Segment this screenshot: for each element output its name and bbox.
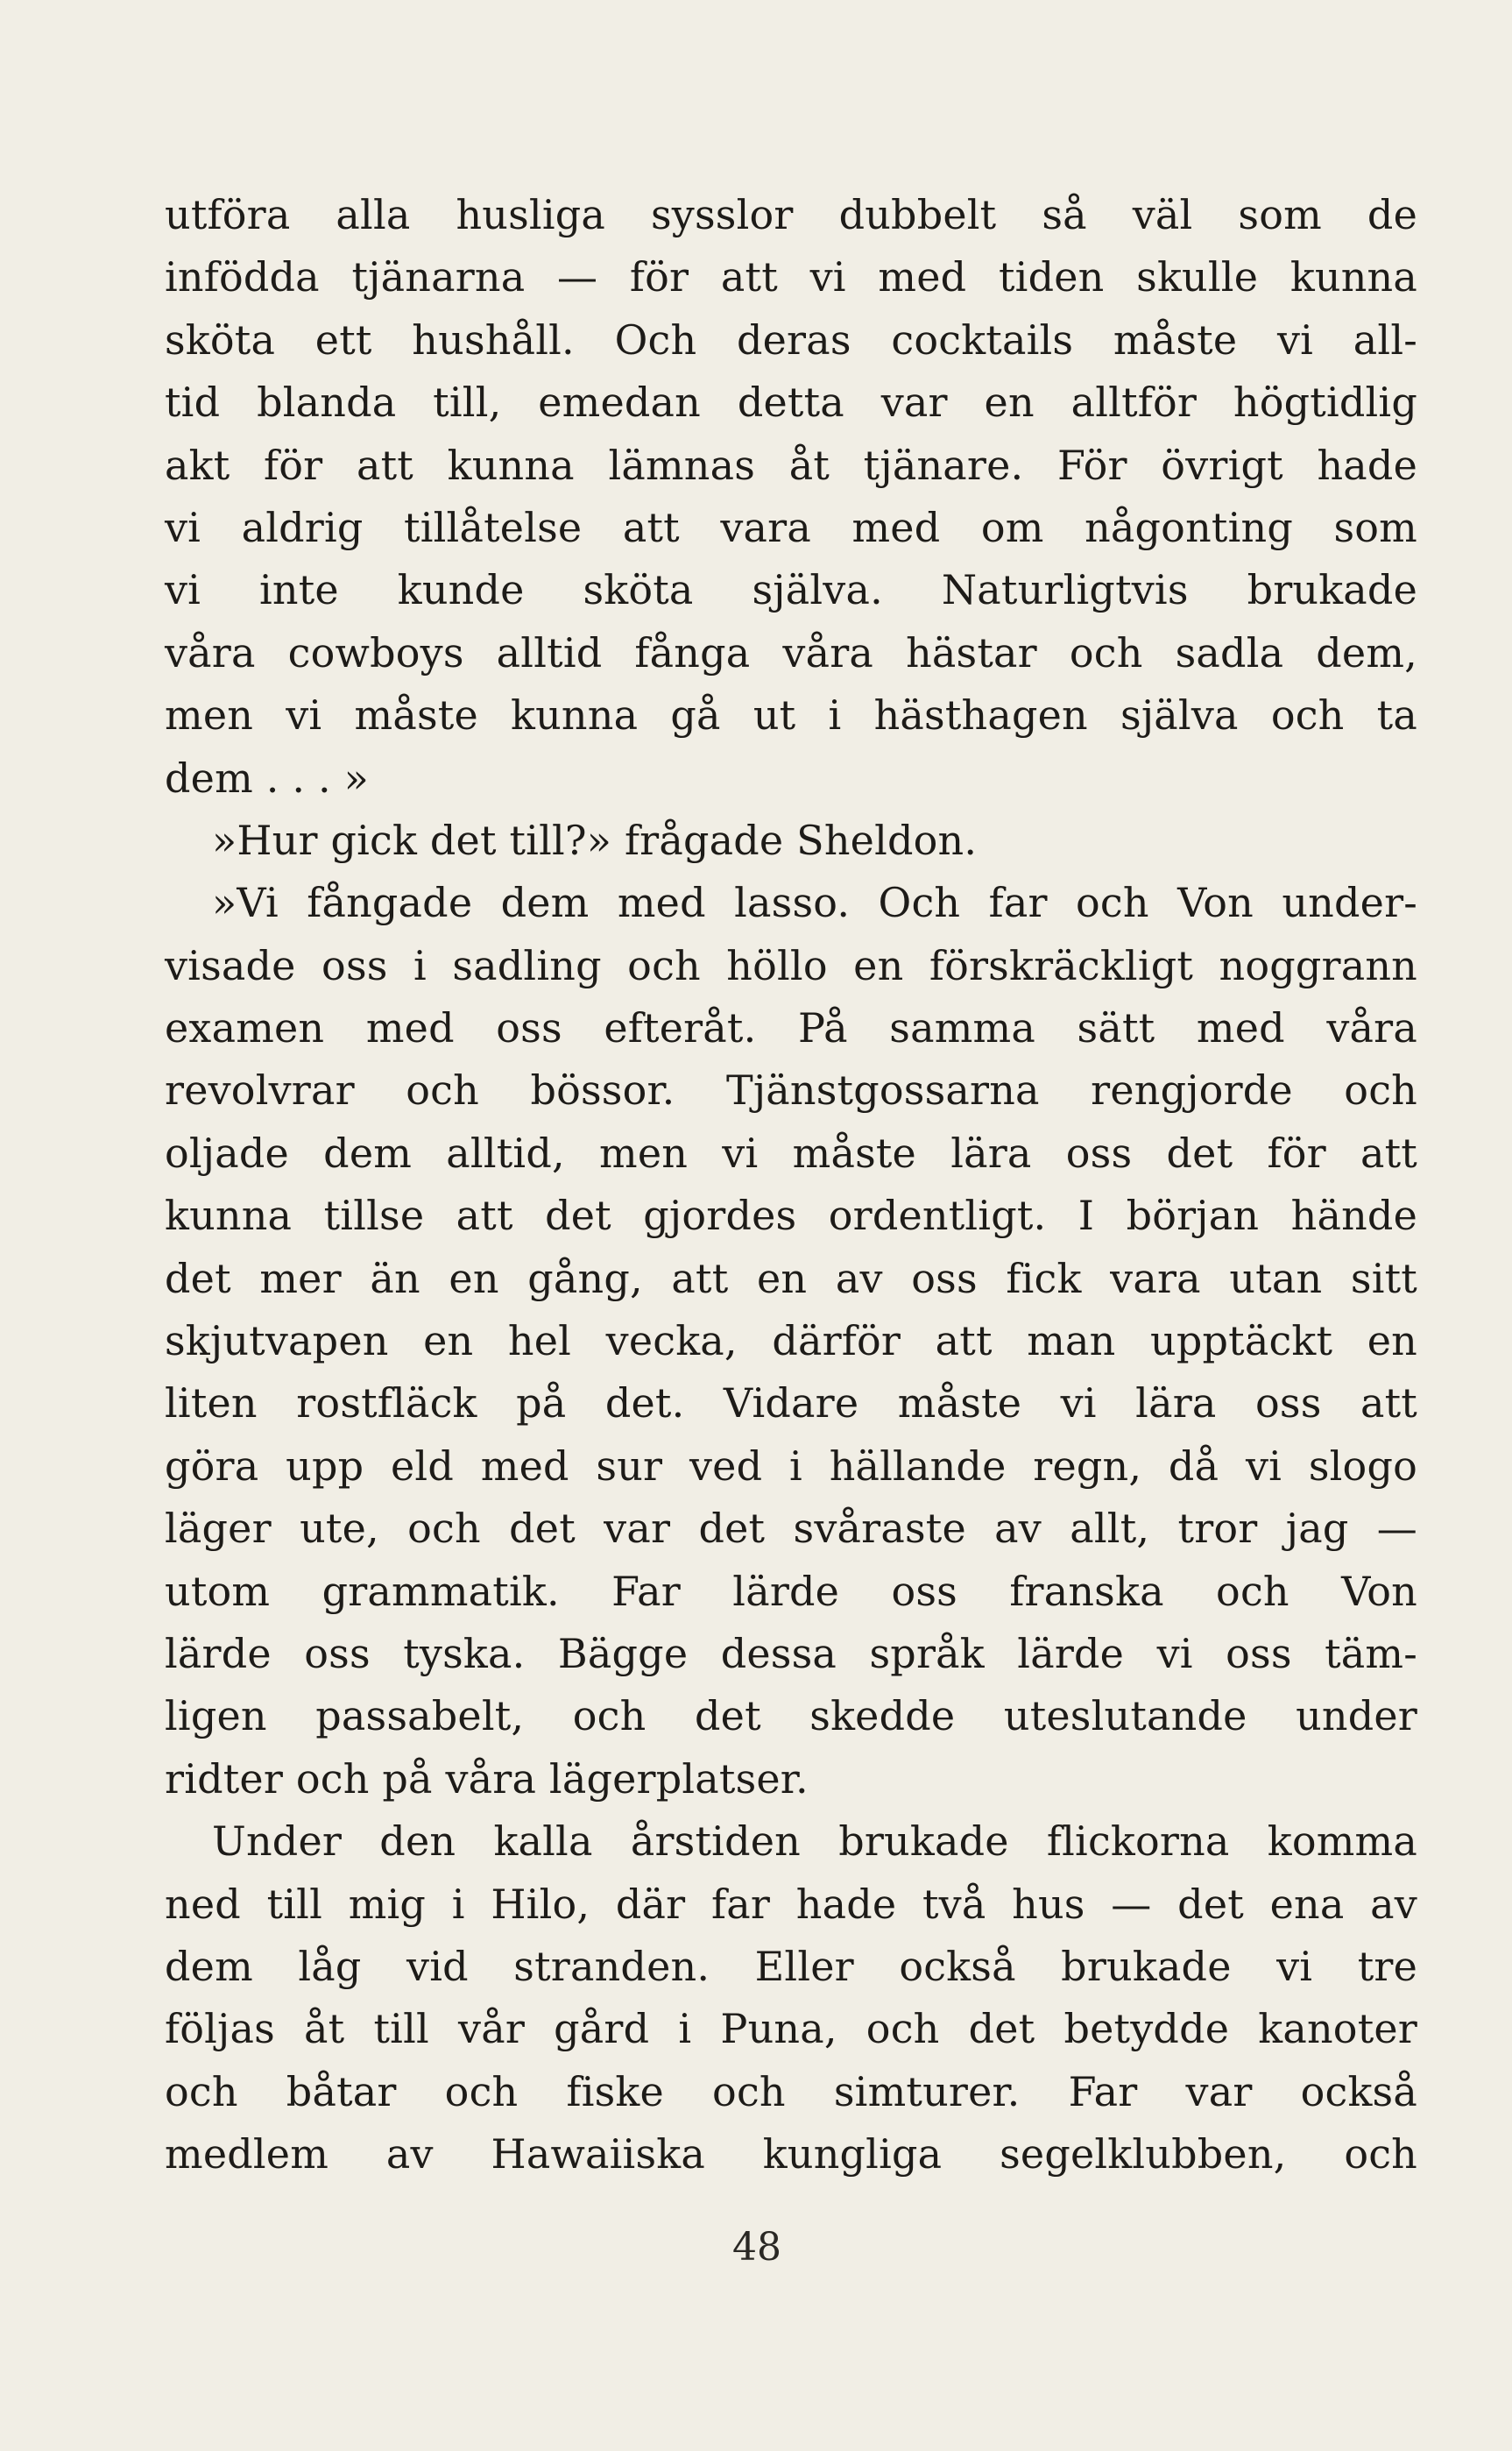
page-number: 48 [732,2225,781,2270]
text-line: ligen passabelt, och det skedde uteslutande under [165,1692,1417,1740]
text-line: ned till mig i Hilo, där far hade två hus — det ena av [165,1880,1417,1928]
text-line: vi inte kunde sköta själva. Naturligtvis brukade [165,566,1417,614]
text-line: ridter och på våra lägerplatser. [165,1754,809,1803]
text-line: följas åt till vår gård i Puna, och det betydde kanoter [165,2005,1417,2053]
text-line: visade oss i sadling och höllo en förskräckligt noggrann [165,941,1417,989]
text-line: revolvrar och bössor. Tjänstgossarna rengjorde och [165,1066,1417,1115]
text-line: utföra alla husliga sysslor dubbelt så väl som de [165,191,1417,238]
text-line: akt för att kunna lämnas åt tjänare. För övrigt hade [165,441,1417,489]
text-line: göra upp eld med sur ved i hällande regn, då vi slogo [165,1442,1417,1490]
text-line: examen med oss efteråt. På samma sätt med våra [165,1004,1417,1052]
text-line: kunna tillse att det gjordes ordentligt. I början hände [165,1192,1417,1240]
text-line: lärde oss tyska. Bägge dessa språk lärde vi oss täm- [165,1629,1417,1677]
text-line: Under den kalla årstiden brukade flickorna komma [212,1817,1417,1866]
text-line: utom grammatik. Far lärde oss franska och Von [165,1567,1417,1615]
text-line: oljade dem alltid, men vi måste lära oss det för att [165,1129,1417,1177]
text-line: medlem av Hawaiiska kungliga segelklubben, och [165,2130,1417,2178]
text-line: läger ute, och det var det svåraste av allt, tror jag — [165,1505,1417,1553]
text-line: tid blanda till, emedan detta var en alltför högtidlig [165,379,1417,427]
text-line: dem . . . » [165,754,369,802]
text-line: och båtar och fiske och simturer. Far var också [165,2067,1417,2115]
body-text [165,184,1417,2186]
text-line: våra cowboys alltid fånga våra hästar och sadla dem, [165,628,1417,677]
text-line: »Hur gick det till?» frågade Sheldon. [212,816,978,864]
text-line: det mer än en gång, att en av oss fick vara utan sitt [165,1254,1417,1302]
text-line: dem låg vid stranden. Eller också brukade vi tre [165,1942,1417,1990]
text-line: men vi måste kunna gå ut i hästhagen själva och ta [165,691,1417,740]
text-line: vi aldrig tillåtelse att vara med om någonting som [165,503,1417,551]
text-line: infödda tjänarna — för att vi med tiden skulle kunna [165,253,1417,301]
text-line: liten rostfläck på det. Vidare måste vi lära oss att [165,1379,1417,1427]
text-line: skjutvapen en hel vecka, därför att man upptäckt en [165,1317,1417,1365]
text-line: »Vi fångade dem med lasso. Och far och Von under- [212,879,1417,927]
text-line: sköta ett hushåll. Och deras cocktails måste vi all- [165,315,1417,364]
